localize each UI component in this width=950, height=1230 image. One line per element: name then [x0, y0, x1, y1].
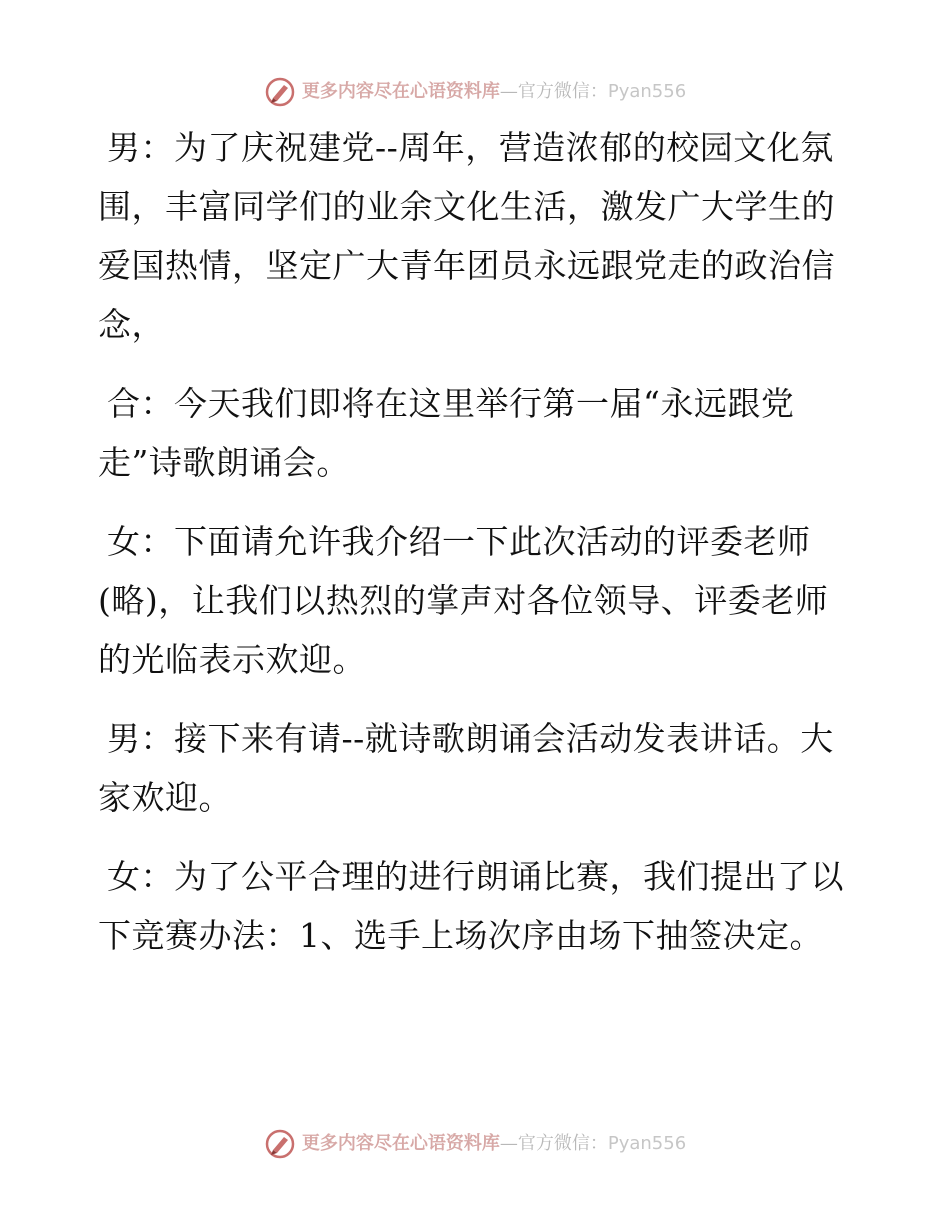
- paragraph-3: 女：下面请允许我介绍一下此次活动的评委老师(略)，让我们以热烈的掌声对各位领导、评委老师的光临表示欢迎。: [98, 522, 829, 679]
- watermark-wechat-id: Pyan556: [607, 1133, 687, 1154]
- footer-watermark: [0, 1128, 950, 1160]
- paragraph-5: 女：为了公平合理的进行朗诵比赛，我们提出了以下竞赛办法：1、选手上场次序由场下抽签决定。: [98, 857, 844, 955]
- watermark-wechat-id: Pyan556: [607, 81, 687, 102]
- watermark-label: 官方微信：: [517, 1133, 608, 1154]
- watermark-label: 官方微信：: [517, 81, 608, 102]
- watermark-main-text: 更多内容尽在心语资料库: [301, 81, 500, 102]
- pen-circle-icon: [264, 1128, 296, 1160]
- paragraph-1: 男：为了庆祝建党--周年，营造浓郁的校园文化氛围，丰富同学们的业余文化生活，激发广大学生的爱国热情，坚定广大青年团员永远跟党走的政治信念，: [98, 128, 835, 344]
- pen-circle-icon: [264, 76, 296, 108]
- paragraph-2: 合：今天我们即将在这里举行第一届“永远跟党走”诗歌朗诵会。: [98, 384, 795, 482]
- paragraph-4: 男：接下来有请--就诗歌朗诵会活动发表讲话。大家欢迎。: [98, 719, 834, 817]
- watermark-separator: —: [499, 81, 518, 102]
- header-watermark: [0, 76, 950, 108]
- watermark-separator: —: [499, 1133, 518, 1154]
- watermark-main-text: 更多内容尽在心语资料库: [301, 1133, 500, 1154]
- document-body: [98, 118, 858, 985]
